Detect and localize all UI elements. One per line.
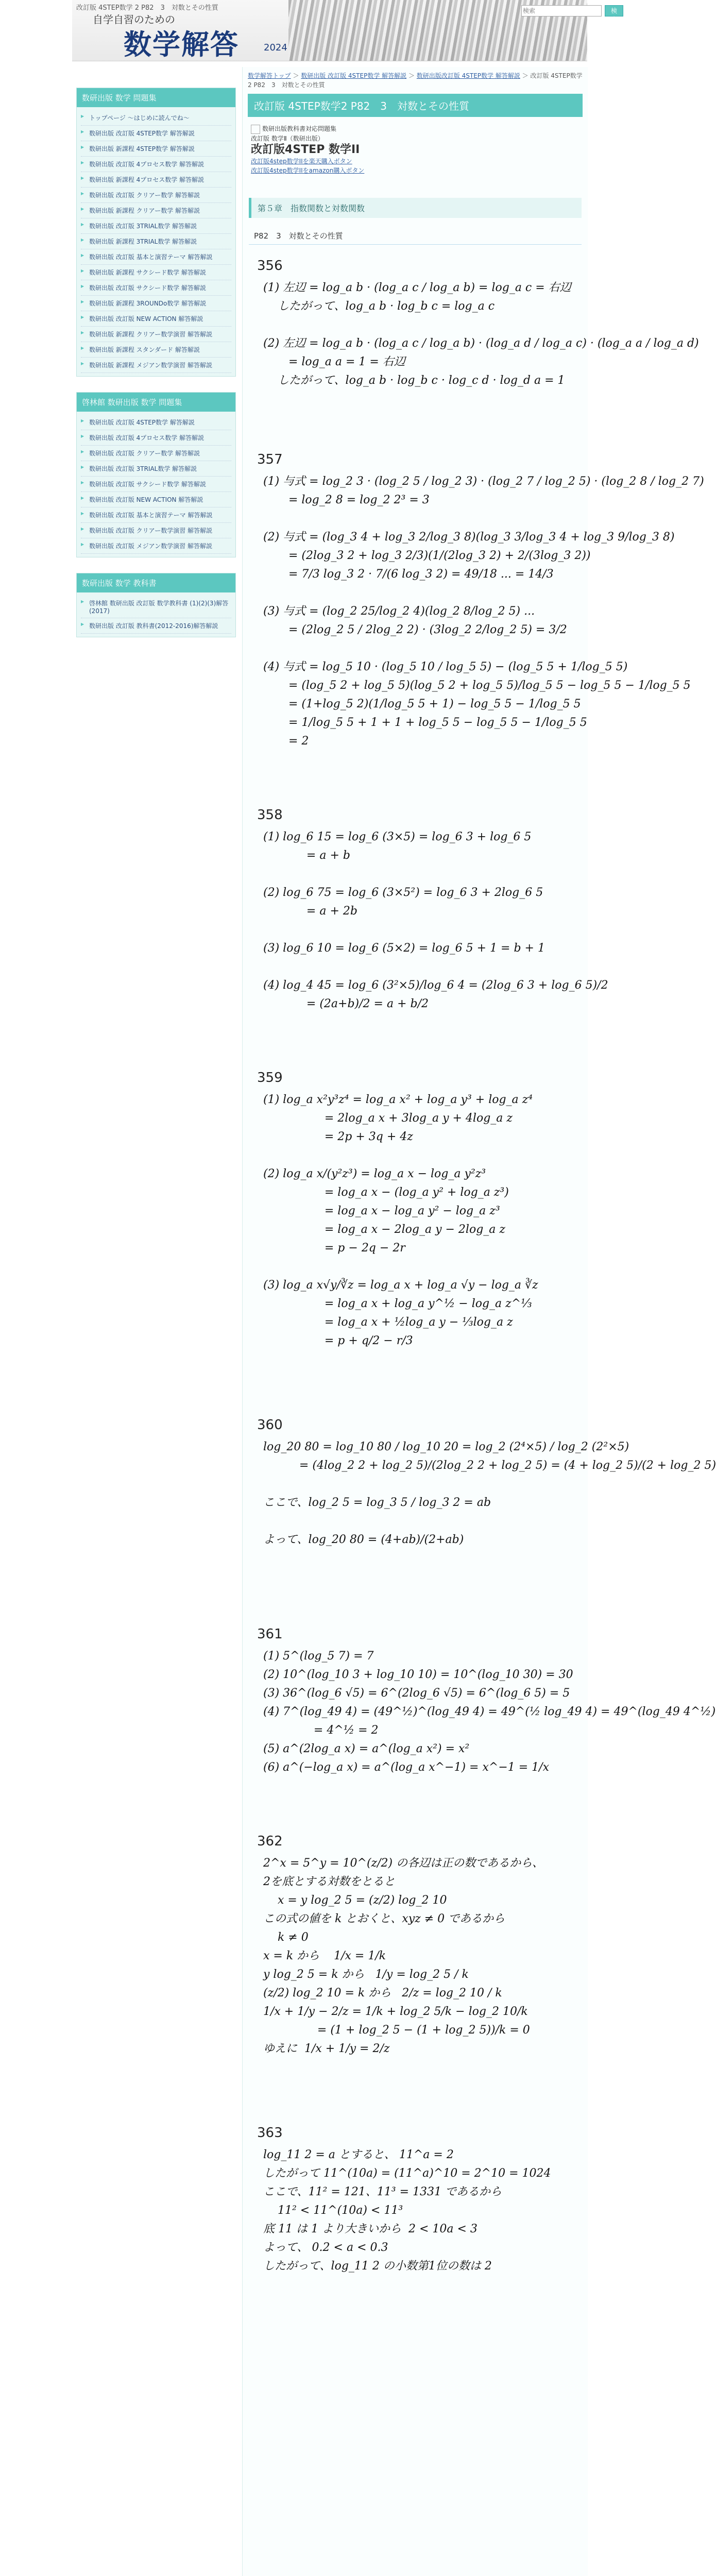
sidebar-link[interactable]: ▶ 数研出版 改訂版 教科書(2012-2016)解答解説	[81, 618, 231, 634]
sidebar-link[interactable]: ▶ トップページ ～はじめに読んでね～	[81, 110, 231, 126]
post-title: 改訂版 4STEP数学2 P82 3 対数とその性質	[248, 94, 583, 117]
sidebar-list	[77, 592, 235, 637]
sidebar-link[interactable]: ▶ 数研出版 新課程 3TRIAL数学 解答解説	[81, 234, 231, 249]
handwritten-solution: log_11 2 = a とすると、 11^a = 2 したがって 11^(10a) = (11^a)^10 = 2^10 = 1024 ここで、11² = 121、11³ = 1331 であるから 11² < 11^(10a) < 11³ 底 11 は 1 より大きいから 2 < 10a < 3 よって、 0.2 < a < 0.3 したがって、log_11 2 の小数第1位の数は 2	[263, 2148, 551, 2273]
handwritten-solution: (1) log_a x²y³z⁴ = log_a x² + log_a y³ + log_a z⁴ = 2log_a x + 3log_a y + 4log_a z = 2p + 3q + 4z (2) log_a x/(y²z³) = log_a x − log_a y²z³ = log_a x − (log_a y² + log_a z³) = log_a x − log_a y² − log_a z³ = log_a x − 2log_a y − 2log_a z = p − 2q − 2r (3) log_a x√y/∛z = log_a x + log_a √y − log_a ∛z = log_a x + log_a y^½ − log_a z^⅓ = log_a x + ½log_a y − ⅓log_a z = p + q/2 − r/3	[263, 1093, 538, 1347]
sidebar-link[interactable]: ▶ 数研出版 改訂版 サクシード数学 解答解説	[81, 477, 231, 492]
sidebar-link[interactable]: ▶ 数研出版 改訂版 4プロセス数学 解答解説	[81, 157, 231, 172]
sidebar-link[interactable]: ▶ 数研出版 改訂版 サクシード数学 解答解説	[81, 280, 231, 296]
problem-number: 360	[257, 1417, 283, 1433]
book-edition: 改訂版 数学Ⅱ（数研出版）	[251, 134, 324, 142]
problem-number: 361	[257, 1626, 283, 1642]
sidebar-link[interactable]: ▶ 数研出版 新課程 4STEP数学 解答解説	[81, 141, 231, 157]
breadcrumb: 数学解答トップ ＞ 数研出版 改訂版 4STEP数学 解答解説 ＞ 数研出版改訂版 4STEP数学 解答解説 ＞ 改訂版 4STEP数学2 P82 3 対数とその性質	[248, 72, 583, 89]
book-info	[243, 117, 588, 182]
sidebar-link[interactable]: ▶ 数研出版 改訂版 NEW ACTION 解答解説	[81, 492, 231, 507]
sidebar-link[interactable]: ▶ 数研出版 新課程 4プロセス数学 解答解説	[81, 172, 231, 188]
sidebar-link[interactable]: ▶ 数研出版 改訂版 基本と演習テーマ 解答解説	[81, 249, 231, 265]
handwritten-solution: (1) 与式 = log_2 3 · (log_2 5 / log_2 3) · (log_2 7 / log_2 5) · (log_2 8 / log_2 7) = log_2 8 = log_2 2³ = 3 (2) 与式 = (log_3 4 + log_3 2/log_3 8)(log_3 3/log_3 4 + log_3 9/log_3 8) = (2log_3 2 + log_3 2/3)(1/(2log_3 2) + 2/(3log_3 2)) = 7/3 log_3 2 · 7/(6 log_3 2) = 49/18 ... = 14/3 (3) 与式 = (log_2 25/log_2 4)(log_2 8/log_2 5) ... = (2log_2 5 / 2log_2 2) · (3log_2 2/log_2 5) = 3/2 (4) 与式 = log_5 10 · (log_5 10 / log_5 5) − (log_5 5 + 1/log_5 5) = (log_5 2 + log_5 5)(log_5 2 + log_5 5)/log_5 5 − log_5 5 − 1/log_5 5 = (1+log_5 2)(1/log_5 5 + 1) − log_5 5 − 1/log_5 5 = 1/log_5 5 + 1 + 1 + log_5 5 − log_5 5 − 1/log_5 5 = 2	[263, 474, 704, 748]
sidebar-link[interactable]: ▶ 啓林館 数研出版 改訂版 数学教科書 (1)(2)(3)解答(2017)	[81, 596, 231, 618]
sidebar-link[interactable]: ▶ 数研出版 改訂版 3TRIAL数学 解答解説	[81, 218, 231, 234]
sidebar-link[interactable]: ▶ 数研出版 改訂版 4STEP数学 解答解説	[81, 415, 231, 430]
section-heading: P82 3 対数とその性質	[249, 227, 582, 245]
problem-number: 363	[257, 2125, 283, 2141]
problem-number: 356	[257, 258, 283, 274]
rakuten-buy-link[interactable]: 改訂版4step数学IIを楽天購入ボタン	[251, 157, 352, 165]
sidebar-box-title: 啓林館 数研出版 数学 問題集	[77, 393, 235, 412]
breadcrumb-home-link[interactable]: 数学解答トップ	[248, 72, 291, 79]
sidebar-link[interactable]: ▶ 数研出版 改訂版 クリアー数学 解答解説	[81, 446, 231, 461]
site-subtitle: 自学自習のための	[93, 13, 175, 26]
sidebar-link[interactable]: ▶ 数研出版 改訂版 クリアー数学 解答解説	[81, 188, 231, 203]
sidebar-link[interactable]: ▶ 数研出版 新課程 スタンダード 解答解説	[81, 342, 231, 358]
problem-number: 357	[257, 451, 283, 467]
sidebar-link[interactable]: ▶ 数研出版 改訂版 クリアー数学演習 解答解説	[81, 523, 231, 538]
sidebar-link[interactable]: ▶ 数研出版 新課程 メジアン数学演習 解答解説	[81, 358, 231, 373]
amazon-buy-link[interactable]: 改訂版4step数学IIをamazon購入ボタン	[251, 166, 365, 174]
main-content	[242, 67, 716, 2576]
sidebar-link[interactable]: ▶ 数研出版 改訂版 基本と演習テーマ 解答解説	[81, 507, 231, 523]
problem-number: 358	[257, 807, 283, 823]
sidebar-box-title: 数研出版 数学 教科書	[77, 573, 235, 592]
site-year: 2024	[264, 42, 287, 53]
search-form	[521, 5, 623, 23]
handwritten-solution: 2^x = 5^y = 10^(z/2) の各辺は正の数であるから、 2を底とする対数をとると x = y log_2 5 = (z/2) log_2 10 この式の値を k とおくと、xyz ≠ 0 であるから k ≠ 0 x = k から 1/x = 1/k y log_2 5 = k から 1/y = log_2 5 / k (z/2) log_2 10 = k から 2/z = log_2 10 / k 1/x + 1/y − 2/z = 1/k + log_2 5/k − log_2 10/k = (1 + log_2 5 − (1 + log_2 5))/k = 0 ゆえに 1/x + 1/y = 2/z	[263, 1856, 544, 2055]
problem-number: 362	[257, 1833, 283, 1849]
sidebar-link[interactable]: ▶ 数研出版 新課程 サクシード数学 解答解説	[81, 265, 231, 280]
sidebar	[76, 88, 236, 653]
header-tagline: 改訂版 4STEP数学 2 P82 3 対数とその性質	[76, 4, 218, 12]
chapter-heading: 第５章 指数関数と対数関数	[249, 198, 582, 218]
search-input[interactable]	[521, 5, 602, 16]
sidebar-link[interactable]: ▶ 数研出版 新課程 クリアー数学演習 解答解説	[81, 327, 231, 342]
breadcrumb-link[interactable]: 数研出版改訂版 4STEP数学 解答解説	[416, 72, 520, 79]
book-publisher: 数研出版教科書対応問題集	[262, 125, 337, 132]
sidebar-box-keirinkan	[76, 392, 236, 557]
breadcrumb-link[interactable]: 数研出版 改訂版 4STEP数学 解答解説	[301, 72, 407, 79]
problem-number: 359	[257, 1070, 283, 1086]
sidebar-link[interactable]: ▶ 数研出版 改訂版 メジアン数学演習 解答解説	[81, 538, 231, 554]
site-header	[72, 0, 618, 61]
book-title: 改訂版4STEP 数学II	[251, 143, 360, 156]
handwritten-solution: (1) 5^(log_5 7) = 7 (2) 10^(log_10 3 + log_10 10) = 10^(log_10 30) = 30 (3) 36^(log_6 √5) = 6^(2log_6 √5) = 6^(log_6 5) = 5 (4) 7^(log_49 4) = (49^½)^(log_49 4) = 49^(½ log_49 4) = 49^(log_49 4^½) = 4^½ = 2 (5) a^(2log_a x) = a^(log_a x²) = x² (6) a^(−log_a x) = a^(log_a x^−1) = x^−1 = 1/x	[263, 1649, 716, 1774]
sidebar-list	[77, 107, 235, 376]
sidebar-link[interactable]: ▶ 数研出版 改訂版 4STEP数学 解答解説	[81, 126, 231, 141]
search-button[interactable]: 検索	[605, 5, 623, 16]
breadcrumb-current: 改訂版 4STEP数学2 P82 3 対数とその性質	[248, 72, 583, 89]
sidebar-link[interactable]: ▶ 数研出版 新課程 クリアー数学 解答解説	[81, 203, 231, 218]
handwritten-solution: (1) log_6 15 = log_6 (3×5) = log_6 3 + log_6 5 = a + b (2) log_6 75 = log_6 (3×5²) = log_6 3 + 2log_6 5 = a + 2b (3) log_6 10 = log_6 (5×2) = log_6 5 + 1 = b + 1 (4) log_4 45 = log_6 (3²×5)/log_6 4 = (2log_6 3 + log_6 5)/2 = (2a+b)/2 = a + b/2	[263, 830, 608, 1010]
solutions	[243, 258, 716, 2276]
site-title[interactable]: 数学解答	[124, 28, 239, 61]
sidebar-list	[77, 412, 235, 557]
sidebar-box-problem-books	[76, 88, 236, 377]
sidebar-link[interactable]: ▶ 数研出版 新課程 3ROUNDo数学 解答解説	[81, 296, 231, 311]
sidebar-box-title: 数研出版 数学 問題集	[77, 88, 235, 107]
book-thumbnail-icon	[251, 125, 260, 134]
sidebar-box-textbooks	[76, 573, 236, 637]
handwritten-solution: (1) 左辺 = log_a b · (log_a c / log_a b) = log_a c = 右辺 したがって、log_a b · log_b c = log_a c (2) 左辺 = log_a b · (log_a c / log_a b) · (log_a d / log_a c) · (log_a a / log_a d) = log_a a = 1 = 右辺 したがって、log_a b · log_b c · log_c d · log_d a = 1	[263, 281, 699, 387]
sidebar-link[interactable]: ▶ 数研出版 改訂版 NEW ACTION 解答解説	[81, 311, 231, 327]
sidebar-link[interactable]: ▶ 数研出版 改訂版 4プロセス数学 解答解説	[81, 430, 231, 446]
sidebar-link[interactable]: ▶ 数研出版 改訂版 3TRIAL数学 解答解説	[81, 461, 231, 477]
handwritten-solution: log_20 80 = log_10 80 / log_10 20 = log_2 (2⁴×5) / log_2 (2²×5) = (4log_2 2 + log_2 5)/(2log_2 2 + log_2 5) = (4 + log_2 5)/(2 + log_2 5) ここで、log_2 5 = log_3 5 / log_3 2 = ab よって、log_20 80 = (4+ab)/(2+ab)	[263, 1440, 716, 1546]
